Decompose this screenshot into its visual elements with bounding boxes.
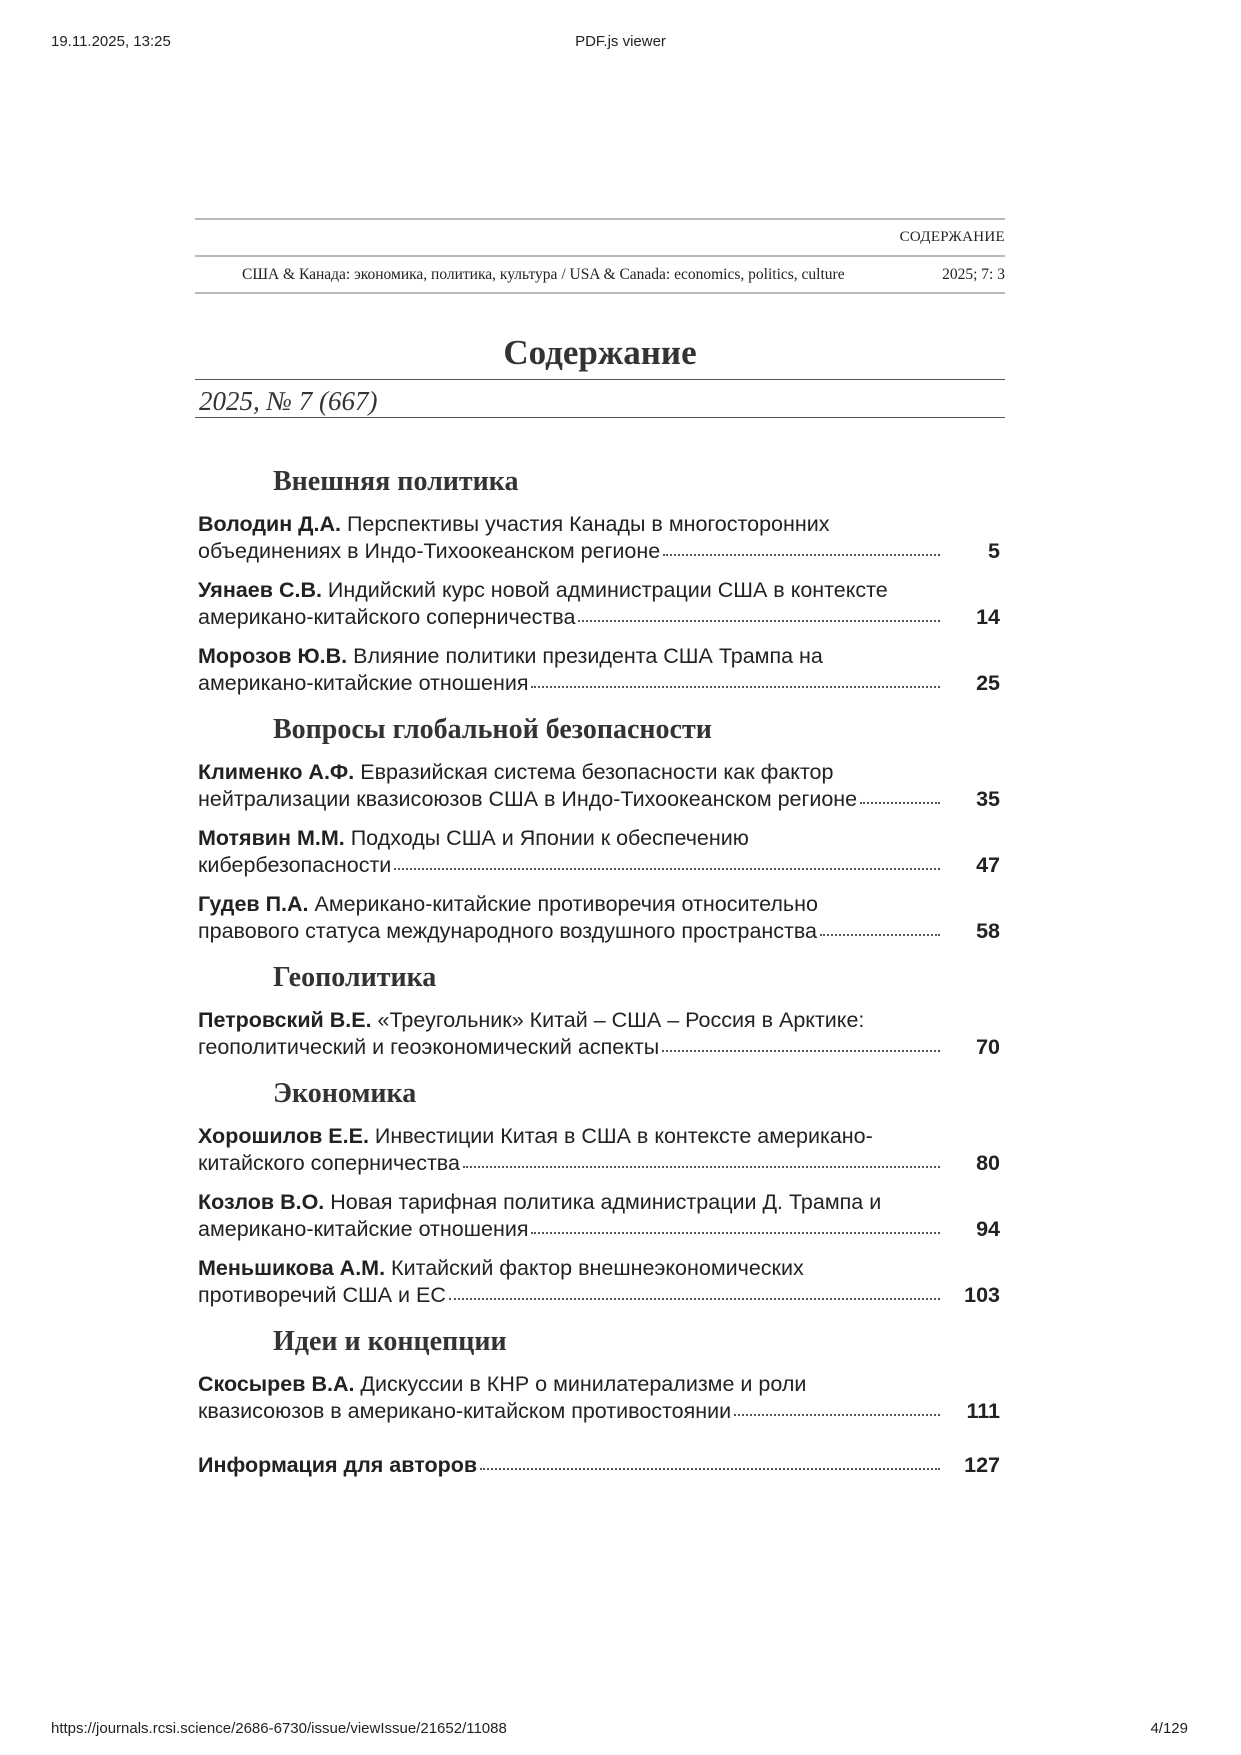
entry-author: Скосырев В.А.	[198, 1372, 355, 1396]
section-heading: Экономика	[273, 1078, 417, 1109]
toc-entry[interactable]	[198, 1371, 1000, 1437]
toc-entry[interactable]	[198, 1007, 1000, 1073]
section-heading: Внешняя политика	[273, 466, 519, 497]
entry-author: Морозов Ю.В.	[198, 644, 348, 668]
divider	[195, 417, 1005, 418]
entry-first-line	[198, 1371, 1000, 1398]
entry-page-number: 14	[976, 605, 1000, 629]
page-title: Содержание	[503, 333, 697, 372]
section-heading: Вопросы глобальной безопасности	[273, 714, 712, 745]
entry-page-number: 103	[964, 1283, 1000, 1307]
entry-title: Инвестиции Китая в США в контексте американо-	[368, 1124, 873, 1148]
entry-title: Евразийская система безопасности как фактор	[354, 760, 834, 784]
divider	[195, 292, 1005, 294]
dot-leader	[480, 1468, 940, 1470]
entry-second-line	[198, 786, 1000, 813]
dot-leader	[820, 934, 940, 936]
divider	[195, 379, 1005, 380]
entry-first-line	[198, 891, 1000, 918]
toc-entry[interactable]	[198, 891, 1000, 957]
entry-second-line	[198, 918, 1000, 945]
dot-leader	[662, 1050, 940, 1052]
entry-page-number: 94	[976, 1217, 1000, 1241]
entry-first-line	[198, 1007, 1000, 1034]
entry-title-continued: американо-китайские отношения	[198, 1217, 529, 1241]
toc-entry[interactable]	[198, 1255, 1000, 1321]
entry-second-line	[198, 538, 1000, 565]
entry-second-line	[198, 670, 1000, 697]
entry-title-continued: квазисоюзов в американо-китайском противостоянии	[198, 1399, 732, 1423]
entry-title: Индийский курс новой администрации США в контексте	[321, 578, 888, 602]
entry-author: Клименко А.Ф.	[198, 760, 355, 784]
entry-page-number: 80	[976, 1151, 1000, 1175]
print-datetime: 19.11.2025, 13:25	[51, 33, 171, 50]
entry-page-number: 111	[966, 1399, 1000, 1423]
entry-first-line	[198, 577, 1000, 604]
entry-author: Мотявин М.М.	[198, 826, 345, 850]
dot-leader	[449, 1298, 940, 1300]
dot-leader	[734, 1414, 940, 1416]
entry-title-continued: противоречий США и ЕС	[198, 1283, 446, 1307]
entry-first-line	[198, 1255, 1000, 1282]
entry-title: Перспективы участия Канады в многосторонних	[340, 512, 830, 536]
entry-second-line	[198, 1034, 1000, 1061]
entry-second-line	[198, 1216, 1000, 1243]
entry-title: Китайский фактор внешнеэкономических	[385, 1256, 804, 1280]
issue-number: 2025, № 7 (667)	[199, 386, 378, 416]
section-heading: Геополитика	[273, 962, 437, 993]
entry-second-line	[198, 1398, 1000, 1425]
entry-title-continued: нейтрализации квазисоюзов США в Индо-Тихоокеанском регионе	[198, 787, 858, 811]
print-title: PDF.js viewer	[575, 33, 666, 50]
toc-entry[interactable]	[198, 759, 1000, 825]
entry-title: Новая тарифная политика администрации Д. Трампа и	[324, 1190, 882, 1214]
toc-entry[interactable]	[198, 1123, 1000, 1189]
entry-second-line	[198, 604, 1000, 631]
entry-page-number: 47	[976, 853, 1000, 877]
entry-page-number: 58	[976, 919, 1000, 943]
entry-first-line	[198, 759, 1000, 786]
entry-title: Подходы США и Японии к обеспечению	[344, 826, 749, 850]
section-heading: Идеи и концепции	[273, 1326, 507, 1357]
divider	[195, 218, 1005, 220]
entry-title: «Треугольник» Китай – США – Россия в Арктике:	[371, 1008, 865, 1032]
entry-title-continued: правового статуса международного воздушного пространства	[198, 919, 818, 943]
dot-leader	[463, 1166, 940, 1168]
entry-author: Уянаев С.В.	[198, 578, 322, 602]
entry-first-line	[198, 1123, 1000, 1150]
entry-title-continued: американо-китайские отношения	[198, 671, 529, 695]
entry-title-continued: объединениях в Индо-Тихоокеанском регионе	[198, 539, 661, 563]
entry-title: Информация для авторов	[198, 1453, 478, 1477]
entry-first-line	[198, 511, 1000, 538]
entry-second-line	[198, 1282, 1000, 1309]
dot-leader	[860, 802, 940, 804]
dot-leader	[531, 686, 940, 688]
page-counter: 4/129	[1150, 1720, 1188, 1737]
entry-first-line	[198, 825, 1000, 852]
entry-line	[198, 1452, 1000, 1479]
running-head: СОДЕРЖАНИЕ	[899, 229, 1005, 245]
entry-page-number: 25	[976, 671, 1000, 695]
entry-first-line	[198, 643, 1000, 670]
entry-author: Володин Д.А.	[198, 512, 341, 536]
entry-title: Дискуссии в КНР о минилатерализме и роли	[354, 1372, 807, 1396]
divider	[195, 255, 1005, 257]
entry-author: Хорошилов Е.Е.	[198, 1124, 369, 1148]
page-url: https://journals.rcsi.science/2686-6730/issue/viewIssue/21652/11088	[51, 1720, 507, 1737]
entry-page-number: 35	[976, 787, 1000, 811]
entry-author: Козлов В.О.	[198, 1190, 325, 1214]
entry-first-line	[198, 1189, 1000, 1216]
dot-leader	[531, 1232, 940, 1234]
toc-entry[interactable]	[198, 825, 1000, 891]
dot-leader	[578, 620, 940, 622]
entry-title-continued: китайского соперничества	[198, 1151, 460, 1175]
dot-leader	[394, 868, 940, 870]
entry-author: Петровский В.Е.	[198, 1008, 372, 1032]
entry-page-number: 127	[964, 1453, 1000, 1477]
entry-page-number: 70	[976, 1035, 1000, 1059]
toc-entry-authors-info[interactable]	[198, 1452, 1000, 1518]
entry-page-number: 5	[988, 539, 1000, 563]
citation: 2025; 7: 3	[942, 266, 1005, 283]
dot-leader	[663, 554, 940, 556]
entry-title-continued: американо-китайского соперничества	[198, 605, 576, 629]
toc-entry[interactable]	[198, 577, 1000, 643]
entry-title: Влияние политики президента США Трампа на	[347, 644, 823, 668]
table-of-contents	[198, 467, 1000, 1518]
entry-title: Американо-китайские противоречия относительно	[308, 892, 818, 916]
entry-author: Меньшикова А.М.	[198, 1256, 386, 1280]
toc-entry[interactable]	[198, 643, 1000, 709]
entry-title-continued: кибербезопасности	[198, 853, 392, 877]
journal-name: США & Канада: экономика, политика, культура / USA & Canada: economics, politics, culture	[242, 266, 845, 283]
toc-entry[interactable]	[198, 511, 1000, 577]
entry-author: Гудев П.А.	[198, 892, 309, 916]
entry-second-line	[198, 852, 1000, 879]
entry-title-continued: геополитический и геоэкономический аспекты	[198, 1035, 660, 1059]
toc-entry[interactable]	[198, 1189, 1000, 1255]
entry-second-line	[198, 1150, 1000, 1177]
